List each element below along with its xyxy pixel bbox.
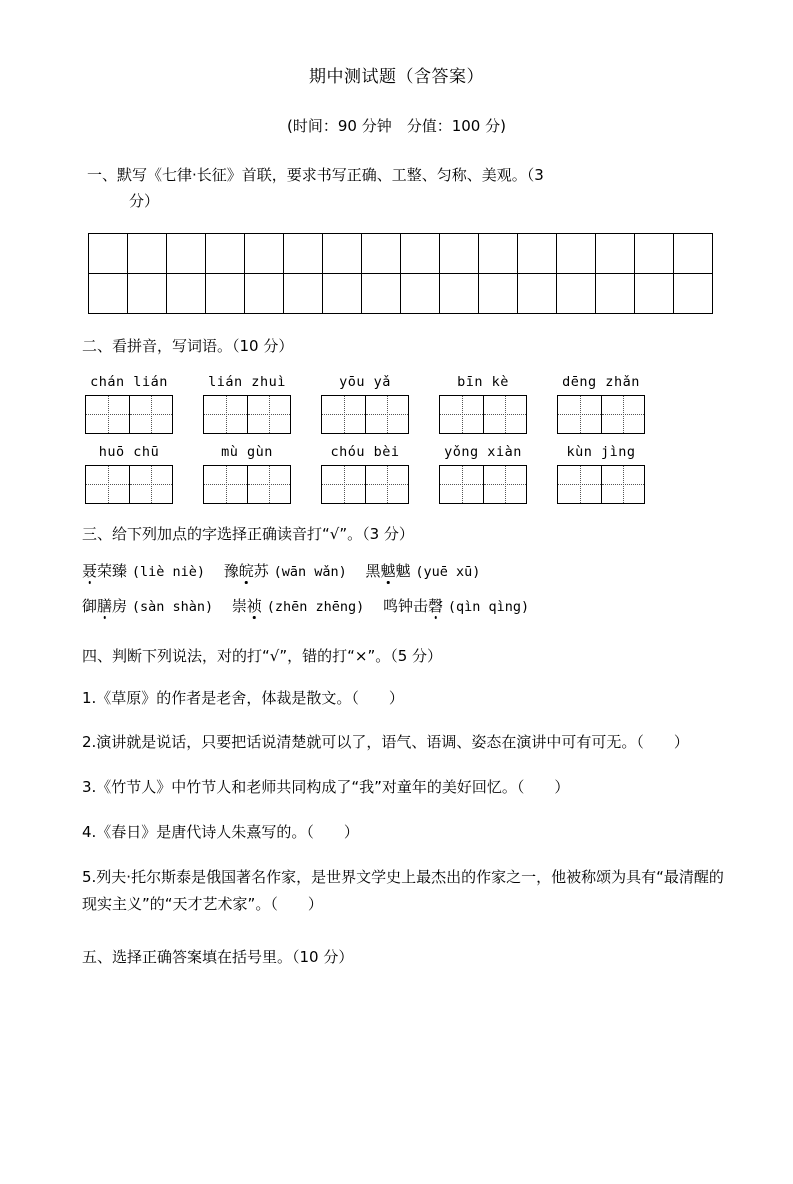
grid-cell[interactable] — [518, 233, 557, 273]
grid-cell[interactable] — [440, 273, 479, 313]
pinyin-label: yǒng xiàn — [444, 443, 522, 460]
grid-cell[interactable] — [206, 273, 245, 313]
grid-cell[interactable] — [206, 233, 245, 273]
exam-meta-subtitle: (时间：90 分钟 分值：100 分) — [287, 117, 506, 135]
dotted-char: 皖 — [238, 561, 254, 580]
tianzige-cell[interactable] — [322, 466, 365, 503]
tianzige-cell[interactable] — [86, 396, 129, 433]
question-4-heading: 四、判断下列说法，对的打“√”，错的打“×”。（5 分） — [82, 646, 443, 665]
tianzige-cell[interactable] — [601, 466, 644, 503]
pinyin-row-1 — [85, 374, 733, 434]
grid-cell[interactable] — [596, 273, 635, 313]
grid-cell[interactable] — [635, 273, 674, 313]
grid-cell[interactable] — [518, 273, 557, 313]
grid-cell[interactable] — [674, 273, 713, 313]
tianzige-cell[interactable] — [204, 396, 247, 433]
pinyin-label: dēng zhǎn — [562, 373, 640, 390]
choice-word-post: 荣臻 — [97, 561, 128, 580]
question-1-heading — [60, 162, 727, 215]
pinyin-item — [557, 374, 645, 434]
choice-word-pre: 崇 — [231, 596, 247, 615]
grid-cell[interactable] — [362, 233, 401, 273]
tianzige-cell[interactable] — [440, 396, 483, 433]
pinyin-row-2 — [85, 444, 733, 504]
tianzige-box[interactable] — [203, 395, 291, 434]
writing-grid[interactable] — [88, 233, 713, 314]
question-1-text-line2: 分） — [129, 192, 160, 211]
grid-cell[interactable] — [557, 233, 596, 273]
grid-cell[interactable] — [674, 233, 713, 273]
grid-cell[interactable] — [167, 273, 206, 313]
choice-word-pre: 御 — [82, 596, 98, 615]
grid-cell[interactable] — [323, 233, 362, 273]
grid-cell[interactable] — [128, 273, 167, 313]
question-3-line-2 — [60, 595, 733, 616]
grid-cell[interactable] — [635, 233, 674, 273]
tianzige-cell[interactable] — [129, 396, 172, 433]
grid-cell[interactable] — [245, 233, 284, 273]
tianzige-cell[interactable] — [440, 466, 483, 503]
list-item[interactable]: 4.《春日》是唐代诗人朱熹写的。（ ） — [82, 822, 359, 841]
pinyin-item — [321, 444, 409, 504]
grid-cell[interactable] — [89, 233, 128, 273]
grid-cell[interactable] — [128, 233, 167, 273]
list-item[interactable]: 1.《草原》的作者是老舍，体裁是散文。（ ） — [82, 688, 404, 707]
writing-grid-wrap — [60, 233, 733, 314]
tianzige-cell[interactable] — [322, 396, 365, 433]
dotted-char: 磬 — [428, 596, 444, 615]
choice-options[interactable]: (liè niè) — [131, 563, 205, 580]
grid-cell[interactable] — [401, 273, 440, 313]
page-title: 期中测试题（含答案） — [309, 67, 484, 87]
grid-cell[interactable] — [401, 233, 440, 273]
pinyin-item — [85, 374, 173, 434]
tianzige-cell[interactable] — [365, 396, 408, 433]
pinyin-label: kùn jìng — [566, 443, 636, 460]
tianzige-cell[interactable] — [365, 466, 408, 503]
list-item[interactable]: 3.《竹节人》中竹节人和老师共同构成了“我”对童年的美好回忆。（ ） — [82, 778, 570, 796]
pinyin-label: yōu yǎ — [339, 373, 391, 390]
pinyin-block — [60, 374, 733, 504]
list-item[interactable]: 5.列夫·托尔斯泰是俄国著名作家，是世界文学史上最杰出的作家之一，他被称颂为具有“最清醒的现实主义”的“天才艺术家”。（ ） — [82, 867, 724, 914]
question-1-text-line1: 默写《七律·长征》首联，要求书写正确、工整、匀称、美观。（3 — [117, 166, 544, 184]
tianzige-box[interactable] — [321, 465, 409, 504]
grid-cell[interactable] — [440, 233, 479, 273]
pinyin-item — [85, 444, 173, 504]
choice-options[interactable]: (qìn qìng) — [447, 598, 530, 615]
question-2-heading: 二、看拼音，写词语。（10 分） — [82, 336, 294, 355]
tianzige-box[interactable] — [203, 465, 291, 504]
tianzige-cell[interactable] — [247, 466, 290, 503]
choice-item[interactable] — [82, 597, 213, 615]
choice-options[interactable]: (sàn shàn) — [131, 598, 214, 615]
tianzige-box[interactable] — [321, 395, 409, 434]
table-row — [89, 233, 713, 273]
grid-cell[interactable] — [557, 273, 596, 313]
dotted-char: 祯 — [246, 596, 262, 615]
tianzige-box[interactable] — [439, 465, 527, 504]
tianzige-box[interactable] — [85, 465, 173, 504]
grid-cell[interactable] — [323, 273, 362, 313]
question-3-heading: 三、给下列加点的字选择正确读音打“√”。（3 分） — [82, 524, 414, 543]
grid-cell[interactable] — [284, 233, 323, 273]
tianzige-box[interactable] — [557, 395, 645, 434]
grid-cell[interactable] — [284, 273, 323, 313]
pinyin-label: huō chū — [98, 443, 160, 460]
tianzige-cell[interactable] — [558, 466, 601, 503]
list-item[interactable]: 2.演讲就是说话，只要把话说清楚就可以了，语气、语调、姿态在演讲中可有可无。（ ） — [82, 733, 689, 752]
pinyin-item — [557, 444, 645, 504]
grid-cell[interactable] — [362, 273, 401, 313]
choice-item[interactable] — [383, 597, 529, 615]
choice-word-pre: 豫 — [223, 561, 239, 580]
choice-word-post: 魆 — [395, 561, 411, 580]
choice-options[interactable]: (yuē xū) — [415, 563, 481, 580]
tianzige-cell[interactable] — [247, 396, 290, 433]
pinyin-item — [203, 374, 291, 434]
grid-cell[interactable] — [479, 273, 518, 313]
tianzige-box[interactable] — [557, 465, 645, 504]
table-row — [89, 273, 713, 313]
tianzige-cell[interactable] — [204, 466, 247, 503]
tianzige-cell[interactable] — [483, 396, 526, 433]
grid-cell[interactable] — [167, 233, 206, 273]
choice-word-pre: 黑 — [365, 561, 381, 580]
grid-cell[interactable] — [245, 273, 284, 313]
pinyin-label: chóu bèi — [330, 443, 400, 460]
pinyin-label: mù gùn — [221, 443, 273, 460]
tianzige-cell[interactable] — [483, 466, 526, 503]
choice-word-post: 房 — [112, 596, 128, 615]
tianzige-cell[interactable] — [129, 466, 172, 503]
pinyin-item — [439, 444, 527, 504]
choice-word-pre: 鸣钟击 — [383, 596, 429, 615]
question-5-heading: 五、选择正确答案填在括号里。（10 分） — [82, 948, 354, 966]
choice-item[interactable] — [82, 562, 205, 580]
tianzige-cell[interactable] — [558, 396, 601, 433]
pinyin-label: lián zhuì — [208, 373, 286, 390]
grid-cell[interactable] — [479, 233, 518, 273]
choice-options[interactable]: (wān wǎn) — [273, 563, 347, 580]
dotted-char: 聂 — [82, 561, 98, 580]
choice-options[interactable]: (zhēn zhēng) — [266, 598, 365, 615]
dotted-char: 膳 — [97, 596, 113, 615]
grid-cell[interactable] — [596, 233, 635, 273]
question-3-line-1 — [60, 560, 733, 581]
pinyin-item — [439, 374, 527, 434]
dotted-char: 魆 — [380, 561, 396, 580]
pinyin-item — [321, 374, 409, 434]
choice-item[interactable] — [366, 562, 481, 580]
grid-cell[interactable] — [89, 273, 128, 313]
tianzige-cell[interactable] — [601, 396, 644, 433]
pinyin-label: chán lián — [90, 373, 168, 390]
choice-word-post: 苏 — [253, 561, 269, 580]
tianzige-box[interactable] — [439, 395, 527, 434]
question-1-number: 一、 — [87, 166, 118, 184]
choice-item[interactable] — [232, 597, 364, 615]
pinyin-label: bīn kè — [457, 373, 509, 390]
exam-page — [0, 62, 793, 1184]
tianzige-cell[interactable] — [86, 466, 129, 503]
tianzige-box[interactable] — [85, 395, 173, 434]
choice-item[interactable] — [224, 562, 347, 580]
pinyin-item — [203, 444, 291, 504]
